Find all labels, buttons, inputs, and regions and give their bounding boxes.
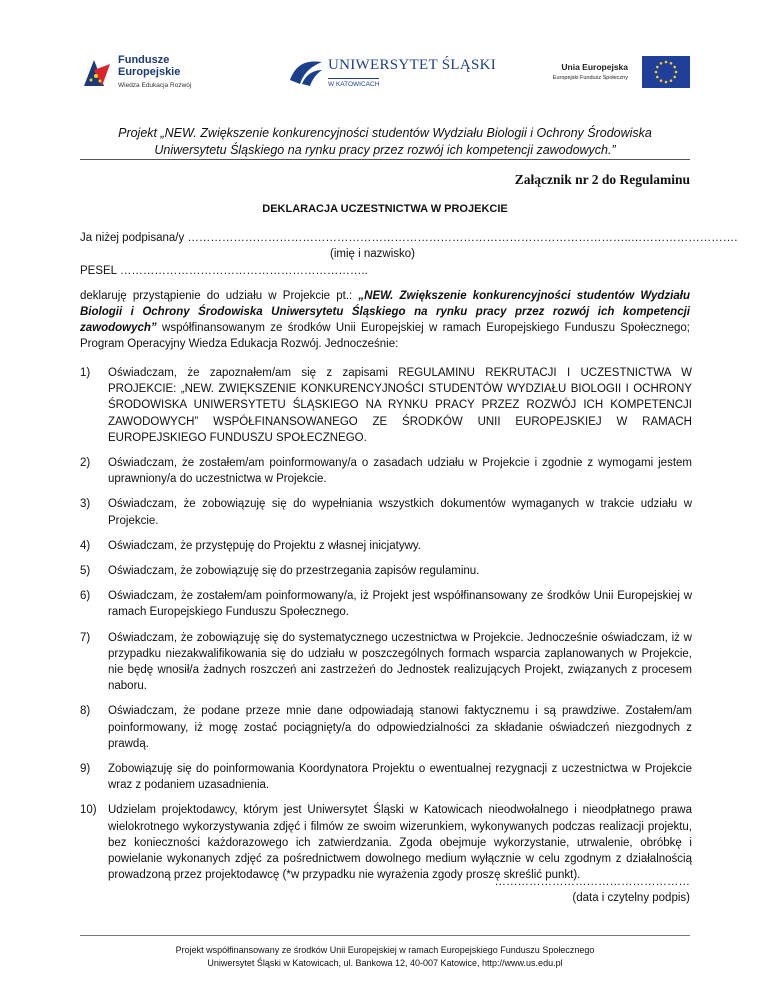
- list-item: [80, 538, 692, 554]
- signature-caption: (data i czytelny podpis): [572, 892, 690, 904]
- item-text: Oświadczam, że podane przeze mnie dane odpowiadają stanowi faktycznemu i są prawdziwe. Zostałem/am poinformowany, iż mogę zostać pociągnięty/a do odpowiedzialności za składanie oświadczeń niezgodnych z prawdą.: [108, 705, 692, 750]
- footer-line-2: Uniwersytet Śląski w Katowicach, ul. Bankowa 12, 40-007 Katowice, http://www.us.edu.pl: [207, 958, 563, 968]
- footer-divider: [80, 935, 690, 936]
- list-item: [80, 630, 692, 695]
- fundusze-europejskie-logo: [80, 54, 210, 94]
- eu-flag-icon: [642, 56, 690, 88]
- item-number: 3): [80, 498, 91, 511]
- list-item: [80, 802, 692, 883]
- item-number: 10): [80, 804, 97, 817]
- footer: [80, 944, 690, 970]
- declaration-title: DEKLARACJA UCZESTNICTWA W PROJEKCIE: [262, 203, 508, 215]
- item-text: Oświadczam, że zapoznałem/am się z zapisami REGULAMINU REKRUTACJI I UCZESTNICTWA W PROJEKCIE: „NEW. ZWIĘKSZENIE KONKURENCYJNOŚCI STUDENTÓW WYDZIAŁU BIOLOGII I OCHRONY ŚRODOWISKA UNIWERSYTETU ŚLĄSKIEGO NA RYNKU PRACY PRZEZ ROZWÓJ ICH KOMPETENCJI ZAWODOWYCH” WSPÓŁFINANSOWANEGO ZE ŚRODKÓW UNII EUROPEJSKIEJ W RAMACH EUROPEJSKIEGO FUNDUSZU SPOŁECZNEGO.: [108, 367, 692, 444]
- item-text: Udzielam projektodawcy, którym jest Uniwersytet Śląski w Katowicach nieodwołalnego i nieodpłatnego prawa wielokrotnego wykorzystywania zdjęć i filmów ze swoim wizerunkiem, wykonywanych podczas realizacji projektu, bez konieczności każdorazowego ich zatwierdzania. Zgoda obejmuje wykorzystanie, utrwalenie, obróbkę i powielanie wykonanych zdjęć za pośrednictwem dowolnego medium wyłącznie w celu zgodnym z działalnością prowadzoną przez projektodawcę (*w przypadku nie wyrażenia zgody proszę skreślić punkt).: [108, 804, 692, 882]
- footer-line-1: Projekt współfinansowany ze środków Unii Europejskiej w ramach Europejskiego Funduszu Społecznego: [175, 945, 595, 955]
- name-field[interactable]: Ja niżej podpisana/y ……………………………………………………………………………………………………..……………………….: [80, 232, 738, 244]
- intro-project-name: „NEW. Zwiększenie konkurencyjności studentów Wydziału Biologii i Ochrony Środowiska Uniwersytetu Śląskiego na rynku pracy przez rozwój ich kompetencji zawodowych”: [80, 290, 690, 334]
- pesel-field[interactable]: PESEL ………………………………………………………..: [80, 265, 368, 277]
- eu-subtitle: Europejski Fundusz Społeczny: [552, 75, 628, 81]
- eu-name: Unia Europejska: [561, 62, 628, 72]
- intro-text-1: deklaruję przystąpienie do udziału w Projekcie pt.:: [80, 290, 359, 302]
- intro-paragraph: [80, 288, 690, 352]
- header-logos: [80, 52, 690, 100]
- university-emblem-icon: [288, 58, 324, 88]
- item-text: Oświadczam, że zostałem/am poinformowany/a o zasadach udziału w Projekcie i zgodnie z wymogami jestem uprawniony/a do uczestnictwa w Projekcie.: [108, 457, 692, 486]
- item-number: 9): [80, 763, 91, 776]
- item-text: Oświadczam, że zostałem/am poinformowany/a, iż Projekt jest współfinansowany ze środków Unii Europejskiej w ramach Europejskiego Funduszu Społecznego.: [108, 590, 692, 619]
- header-divider: [80, 159, 690, 160]
- item-text: Oświadczam, że przystępuję do Projektu z własnej inicjatywy.: [108, 539, 421, 552]
- list-item: [80, 455, 692, 487]
- list-item: [80, 761, 692, 793]
- list-item: [80, 365, 692, 446]
- item-number: 2): [80, 457, 91, 470]
- fundusze-europejskie-mark-icon: [80, 56, 114, 90]
- name-field-caption: (imię i nazwisko): [330, 248, 415, 260]
- project-title: [80, 125, 690, 159]
- university-name: UNIWERSYTET ŚLĄSKI: [328, 57, 497, 73]
- fe-name: Fundusze Europejskie: [118, 54, 181, 78]
- project-title-line-1: Projekt „NEW. Zwiększenie konkurencyjności studentów Wydziału Biologii i Ochrony Środowiska: [118, 126, 652, 140]
- intro-text-2: współfinansowanym ze środków Unii Europejskiej w ramach Europejskiego Funduszu Społecznego; Program Operacyjny Wiedza Edukacja Rozwój. Jednocześnie:: [80, 322, 690, 350]
- item-text: Oświadczam, że zobowiązuję się do wypełniania wszystkich dokumentów wymaganych w trakcie udziału w Projekcie.: [108, 498, 692, 527]
- unia-europejska-logo: [540, 56, 690, 92]
- item-number: 1): [80, 367, 91, 379]
- list-item: [80, 496, 692, 528]
- signature-field[interactable]: ……………………………………………: [494, 876, 690, 888]
- list-item: [80, 703, 692, 752]
- item-text: Oświadczam, że zobowiązuję się do systematycznego uczestnictwa w Projekcie. Jednocześnie oświadczam, iż w przypadku niezakwalifikowania się do udziału w poszczególnych formach wsparcia zaplanowanych w Projekcie, nie będę wnosił/a żadnych roszczeń ani zastrzeżeń do Jednostek realizujących Projekt, związanych z procesem naboru.: [108, 631, 692, 693]
- item-number: 8): [80, 705, 91, 718]
- university-city: W KATOWICACH: [328, 78, 379, 88]
- item-text: Oświadczam, że zobowiązuję się do przestrzegania zapisów regulaminu.: [108, 565, 480, 578]
- item-number: 5): [80, 565, 91, 578]
- item-text: Zobowiązuję się do poinformowania Koordynatora Projektu o ewentualnej rezygnacji z uczestnictwa w Projekcie wraz z podaniem uzasadnienia.: [108, 763, 692, 792]
- eu-text: [540, 62, 628, 84]
- annex-label: Załącznik nr 2 do Regulaminu: [514, 172, 690, 187]
- item-number: 6): [80, 590, 91, 603]
- fundusze-europejskie-text: [118, 54, 210, 92]
- fe-subtitle: Wiedza Edukacja Rozwój: [118, 82, 192, 89]
- list-item: [80, 588, 692, 620]
- list-item: [80, 563, 692, 579]
- declaration-list: [80, 365, 692, 892]
- uniwersytet-slaski-logo: [288, 54, 497, 94]
- item-number: 4): [80, 539, 91, 552]
- project-title-line-2: Uniwersytetu Śląskiego na rynku pracy przez rozwój ich kompetencji zawodowych.”: [154, 143, 616, 157]
- item-number: 7): [80, 631, 91, 644]
